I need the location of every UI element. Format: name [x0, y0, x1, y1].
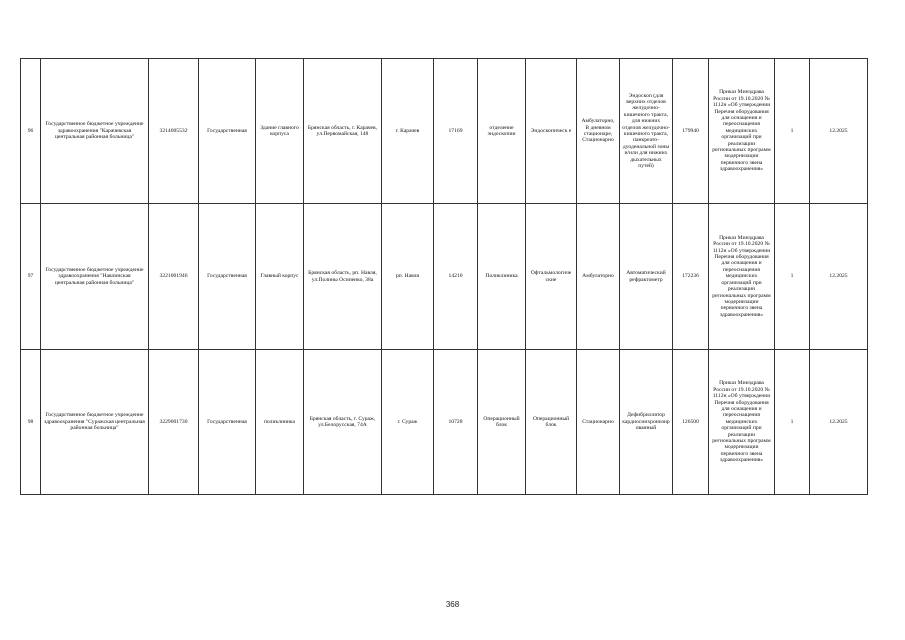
ownership: Государственная [199, 204, 256, 350]
building: Здание главного корпуса [256, 59, 304, 204]
settlement: г. Сураж [382, 350, 434, 495]
row-number: 96 [21, 59, 41, 204]
department: Операционный блок [478, 350, 526, 495]
quantity: 1 [775, 350, 810, 495]
date: 12.2025 [810, 59, 868, 204]
department: Поликлиника [478, 204, 526, 350]
table-row [21, 350, 868, 495]
settlement: рп. Навля [382, 204, 434, 350]
cabinet: Офтальмологиче ские [526, 204, 577, 350]
address: Брянская область, г. Карачев, ул.Первомайская, 148 [304, 59, 382, 204]
cabinet: Операционный блок [526, 350, 577, 495]
row-number: 97 [21, 204, 41, 350]
population: 17169 [434, 59, 478, 204]
building: Главный корпус [256, 204, 304, 350]
address: Брянская область, рп. Навля, ул.Полины Осипенко, 38а [304, 204, 382, 350]
settlement: г. Карачев [382, 59, 434, 204]
organization-name: Государственное бюджетное учреждение здравоохранения "Навлинская центральная районная больница" [41, 204, 149, 350]
ownership: Государственная [199, 350, 256, 495]
population: 14210 [434, 204, 478, 350]
legal-basis: Приказ Минздрава России от 19.10.2020 № 1112н «Об утверждении Перечня оборудования для оснащения и переоснащения медицинских организаций при реализации региональных программ модернизации первичного звена здравоохранения» [709, 350, 775, 495]
equipment: Автоматический рефрактометр [620, 204, 673, 350]
row-number: 98 [21, 350, 41, 495]
table-row [21, 59, 868, 204]
cabinet: Эндоскопическ е [526, 59, 577, 204]
inn: 3221001946 [149, 204, 199, 350]
care-form: Стационарно [577, 350, 620, 495]
address: Брянская область, г. Сураж, ул.Белорусская, 74А [304, 350, 382, 495]
department: отделение эндоскопии [478, 59, 526, 204]
cost: 126500 [673, 350, 709, 495]
organization-name: Государственное бюджетное учреждение здравоохранения "Карачевская центральная районная больница" [41, 59, 149, 204]
date: 12.2025 [810, 204, 868, 350]
equipment: Дефибриллятор кардиосинхронизированный [620, 350, 673, 495]
equipment: Эндоскоп (для верхних отделов желудочно-кишечного тракта, для нижних отделов желудочно-кишечного тракта, панкреато-дуоденальной зоны и/или для нижних дыхательных путей) [620, 59, 673, 204]
care-form: Амбулаторно, В дневном стационаре, Стационарно [577, 59, 620, 204]
ownership: Государственная [199, 59, 256, 204]
quantity: 1 [775, 59, 810, 204]
organization-name: Государственное бюджетное учреждение здравоохранения "Суражская центральная районная больница" [41, 350, 149, 495]
inn: 3214005532 [149, 59, 199, 204]
population: 10728 [434, 350, 478, 495]
inn: 3229001730 [149, 350, 199, 495]
date: 12.2025 [810, 350, 868, 495]
cost: 172236 [673, 204, 709, 350]
equipment-table [20, 58, 868, 495]
building: поликлиника [256, 350, 304, 495]
care-form: Амбулаторно [577, 204, 620, 350]
legal-basis: Приказ Минздрава России от 19.10.2020 № 1112н «Об утверждении Перечня оборудования для оснащения и переоснащения медицинских организаций при реализации региональных программ модернизации первичного звена здравоохранения» [709, 59, 775, 204]
page-number: 368 [445, 600, 460, 609]
table-row [21, 204, 868, 350]
legal-basis: Приказ Минздрава России от 19.10.2020 № 1112н «Об утверждении Перечня оборудования для оснащения и переоснащения медицинских организаций при реализации региональных программ модернизации первичного звена здравоохранения» [709, 204, 775, 350]
cost: 179940 [673, 59, 709, 204]
quantity: 1 [775, 204, 810, 350]
